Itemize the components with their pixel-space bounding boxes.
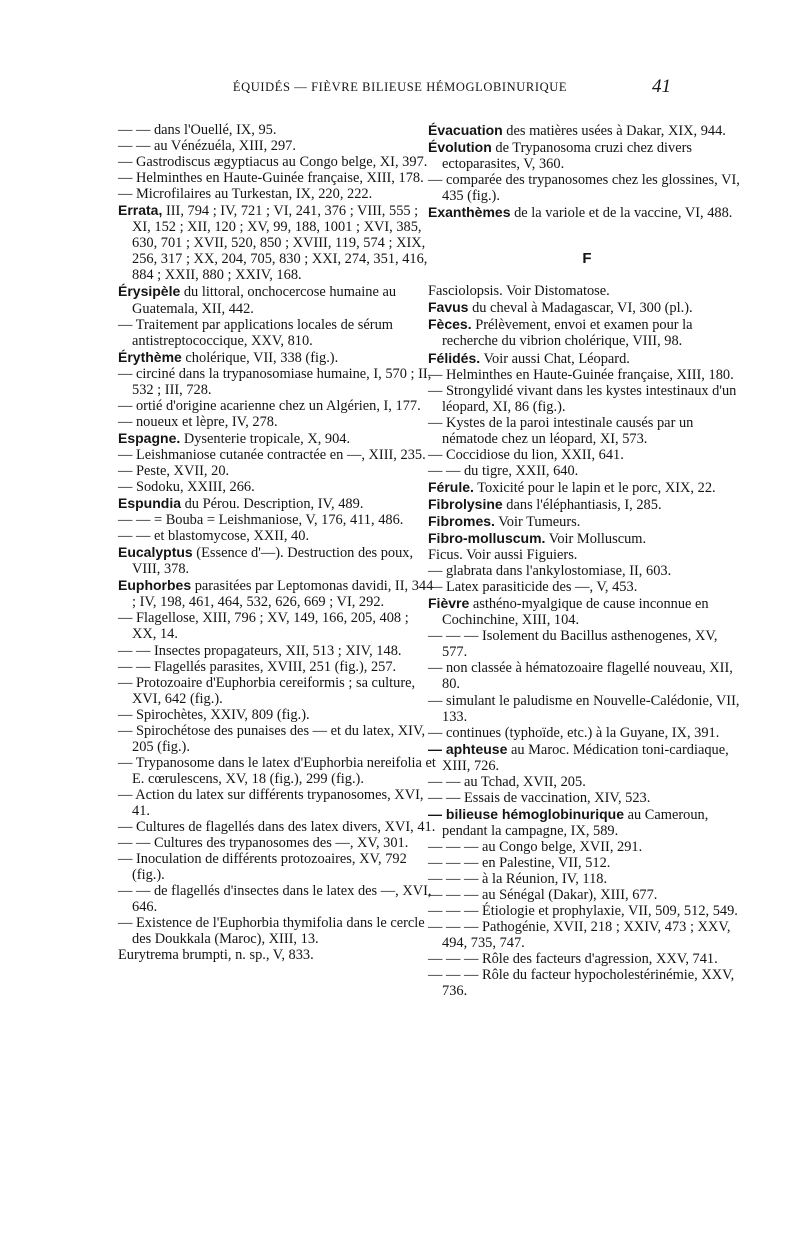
- index-entry: [118, 463, 436, 479]
- entry-text: Fasciolopsis. Voir Distomatose.: [428, 283, 610, 300]
- entry-headword: — aphteuse: [428, 740, 508, 757]
- index-entry: [118, 398, 436, 414]
- index-entry: [118, 495, 436, 512]
- index-entry: [428, 122, 746, 139]
- entry-text: — Microfilaires au Turkestan, IX, 220, 222.: [118, 186, 373, 203]
- entry-text: — Flagellose, XIII, 796 ; XV, 149, 166, 205, 408 ; XX, 14.: [118, 610, 409, 643]
- index-entry: [428, 463, 746, 479]
- entry-text: Prélèvement, envoi et examen pour la recherche du vibrion cholérique, VIII, 98.: [442, 317, 693, 350]
- entry-text: — — Flagellés parasites, XVIII, 251 (fig.), 257.: [118, 658, 397, 675]
- index-entry: [428, 367, 746, 383]
- index-entry: [118, 138, 436, 154]
- entry-text: — — — au Sénégal (Dakar), XIII, 677.: [428, 887, 658, 904]
- entry-headword: Espagne.: [118, 429, 181, 446]
- entry-text: — Peste, XVII, 20.: [118, 462, 230, 479]
- entry-text: Ficus. Voir aussi Figuiers.: [428, 547, 578, 564]
- index-entry: [118, 154, 436, 170]
- entry-headword: Férule.: [428, 478, 474, 495]
- entry-text: — Kystes de la paroi intestinale causés par un nématode chez un léopard, XI, 573.: [428, 414, 694, 447]
- index-entry: [428, 299, 746, 316]
- index-entry: [428, 139, 746, 172]
- index-entry: [118, 643, 436, 659]
- index-entry: [118, 366, 436, 398]
- entry-text: — — Cultures des trypanosomes des —, XV, 301.: [118, 835, 409, 852]
- entry-text: — — de flagellés d'insectes dans le latex des —, XVI, 646.: [118, 883, 432, 916]
- entry-text: — — au Tchad, XVII, 205.: [428, 773, 586, 790]
- entry-headword: Évacuation: [428, 122, 503, 138]
- entry-text: au Maroc. Médication toni-cardiaque, XIII, 726.: [442, 741, 729, 774]
- index-entry: [118, 787, 436, 819]
- entry-text: — Coccidiose du lion, XXII, 641.: [428, 446, 624, 463]
- index-entry: [118, 610, 436, 642]
- entry-text: au Cameroun, pendant la campagne, IX, 589.: [442, 806, 709, 839]
- index-entry: [428, 595, 746, 628]
- index-entry: [428, 579, 746, 595]
- index-entry: [118, 947, 436, 963]
- index-entry: [118, 122, 436, 138]
- entry-headword: Érysipèle: [118, 283, 181, 300]
- index-entry: [428, 919, 746, 951]
- entry-headword: Fibromes.: [428, 512, 495, 529]
- index-entry: [428, 350, 746, 367]
- index-entry: [428, 283, 746, 299]
- index-entry: [428, 496, 746, 513]
- entry-headword: — bilieuse hémoglobinurique: [428, 805, 625, 822]
- entry-headword: Euphorbes: [118, 577, 192, 594]
- entry-headword: Fièvre: [428, 595, 470, 612]
- index-entry: [428, 447, 746, 463]
- index-entry: [428, 871, 746, 887]
- index-entry: [118, 430, 436, 447]
- entry-text: Toxicité pour le lapin et le porc, XIX, 22.: [473, 479, 716, 496]
- entry-text: asthéno-myalgique de cause inconnue en Cochinchine, XIII, 104.: [442, 596, 709, 629]
- index-entry: [118, 755, 436, 787]
- running-head: ÉQUIDÉS — FIÈVRE BILIEUSE HÉMOGLOBINURIQUE: [232, 80, 568, 94]
- index-entry: [118, 512, 436, 528]
- entry-text: — Traitement par applications locales de sérum antistreptococcique, XXV, 810.: [118, 316, 393, 349]
- index-entry: [428, 660, 746, 692]
- right-column-e-entries: [428, 122, 746, 221]
- index-entry: [118, 819, 436, 835]
- entry-text: — Spirochètes, XXIV, 809 (fig.).: [118, 706, 310, 723]
- entry-text: Eurytrema brumpti, n. sp., V, 833.: [118, 947, 314, 964]
- entry-text: — — au Vénézuéla, XIII, 297.: [118, 138, 296, 155]
- entry-text: — — et blastomycose, XXII, 40.: [118, 528, 310, 545]
- index-entry: [118, 283, 436, 316]
- entry-text: — — Essais de vaccination, XIV, 523.: [428, 789, 651, 806]
- right-column: [428, 122, 746, 999]
- index-entry: [118, 202, 436, 283]
- entry-text: — Cultures de flagellés dans des latex divers, XVI, 41.: [118, 819, 436, 836]
- entry-text: — Action du latex sur différents trypanosomes, XVI, 41.: [118, 786, 424, 819]
- left-column: [118, 122, 436, 963]
- entry-text: — Helminthes en Haute-Guinée française, XIII, 178.: [118, 170, 424, 187]
- entry-text: — — — Étiologie et prophylaxie, VII, 509, 512, 549.: [428, 903, 738, 920]
- index-entry: [428, 547, 746, 563]
- entry-text: — non classée à hématozoaire flagellé nouveau, XII, 80.: [428, 660, 733, 693]
- index-entry: [428, 383, 746, 415]
- entry-text: — Strongylidé vivant dans les kystes intestinaux d'un léopard, XI, 86 (fig.).: [428, 382, 737, 415]
- index-entry: [428, 839, 746, 855]
- entry-text: du littoral, onchocercose humaine au Guatemala, XII, 442.: [132, 284, 397, 317]
- entry-text: du cheval à Madagascar, VI, 300 (pl.).: [468, 300, 693, 317]
- entry-text: des matières usées à Dakar, XIX, 944.: [502, 123, 726, 139]
- index-entry: [428, 967, 746, 999]
- index-entry: [428, 172, 746, 204]
- entry-text: du Pérou. Description, IV, 489.: [181, 496, 364, 513]
- index-entry: [118, 186, 436, 202]
- index-entry: [118, 317, 436, 349]
- index-entry: [428, 725, 746, 741]
- entry-text: Dysenterie tropicale, X, 904.: [180, 430, 351, 447]
- entry-text: Voir Molluscum.: [545, 531, 647, 548]
- index-entry: [428, 951, 746, 967]
- index-entry: [428, 316, 746, 349]
- entry-text: — Leishmaniose cutanée contractée en —, XIII, 235.: [118, 446, 426, 463]
- entry-text: (Essence d'—). Destruction des poux, VIII, 378.: [132, 545, 414, 578]
- entry-text: Voir Tumeurs.: [494, 513, 581, 530]
- entry-text: — Protozoaire d'Euphorbia cereiformis ; sa culture, XVI, 642 (fig.).: [118, 674, 416, 707]
- entry-text: — — — Rôle des facteurs d'agression, XXV, 741.: [428, 951, 718, 968]
- index-entry: [428, 693, 746, 725]
- index-entry: [118, 707, 436, 723]
- entry-text: cholérique, VII, 338 (fig.).: [181, 349, 339, 366]
- entry-text: — Spirochétose des punaises des — et du latex, XIV, 205 (fig.).: [118, 722, 426, 755]
- entry-text: — Inoculation de différents protozoaires, XV, 792 (fig.).: [118, 851, 407, 884]
- entry-text: — Gastrodiscus ægyptiacus au Congo belge, XI, 397.: [118, 154, 428, 171]
- entry-headword: Fèces.: [428, 316, 472, 333]
- index-entry: [118, 479, 436, 495]
- entry-text: parasitées par Leptomonas davidi, II, 344 ; IV, 198, 461, 464, 532, 626, 669 ; VI, 292.: [132, 578, 434, 611]
- index-entry: [118, 349, 436, 366]
- index-entry: [118, 883, 436, 915]
- entry-text: — — — à la Réunion, IV, 118.: [428, 871, 608, 888]
- entry-text: — continues (typhoïde, etc.) à la Guyane, IX, 391.: [428, 724, 720, 741]
- index-entry: [428, 855, 746, 871]
- entry-text: — — — Isolement du Bacillus asthenogenes, XV, 577.: [428, 628, 718, 661]
- index-entry: [118, 851, 436, 883]
- entry-text: — Latex parasiticide des —, V, 453.: [428, 579, 638, 596]
- index-entry: [428, 204, 746, 221]
- entry-text: — — — au Congo belge, XVII, 291.: [428, 838, 643, 855]
- entry-text: — — — Rôle du facteur hypocholestérinémie, XXV, 736.: [428, 967, 735, 1000]
- index-entry: [428, 887, 746, 903]
- index-entry: [428, 563, 746, 579]
- index-entry: [118, 528, 436, 544]
- entry-text: Voir aussi Chat, Léopard.: [480, 350, 630, 367]
- index-entry: [118, 544, 436, 577]
- index-entry: [428, 628, 746, 660]
- entry-text: — Trypanosome dans le latex d'Euphorbia nereifolia et E. cœrulescens, XV, 18 (fig.), 299 (fig.).: [118, 754, 436, 787]
- page-number: 41: [652, 76, 671, 97]
- index-entry: [428, 513, 746, 530]
- entry-text: — Sodoku, XXIII, 266.: [118, 479, 255, 496]
- entry-headword: Félidés.: [428, 349, 481, 366]
- index-entry: [118, 447, 436, 463]
- entry-text: — Helminthes en Haute-Guinée française, XIII, 180.: [428, 366, 734, 383]
- index-entry: [428, 806, 746, 839]
- entry-text: — — du tigre, XXII, 640.: [428, 462, 579, 479]
- entry-text: de la variole et de la vaccine, VI, 488.: [510, 205, 733, 222]
- entry-text: — — Insectes propagateurs, XII, 513 ; XIV, 148.: [118, 642, 402, 659]
- entry-headword: Favus: [428, 299, 469, 316]
- index-entry: [118, 659, 436, 675]
- index-entry: [118, 723, 436, 755]
- entry-headword: Espundia: [118, 495, 182, 512]
- entry-text: de Trypanosoma cruzi chez divers ectoparasites, V, 360.: [442, 140, 692, 173]
- entry-text: — — — en Palestine, VII, 512.: [428, 854, 611, 871]
- entry-headword: Fibro-molluscum.: [428, 530, 546, 547]
- index-entry: [428, 479, 746, 496]
- entry-text: — circiné dans la trypanosomiase humaine, I, 570 ; II, 532 ; III, 728.: [118, 365, 432, 398]
- entry-text: — glabrata dans l'ankylostomiase, II, 603.: [428, 563, 672, 580]
- entry-headword: Érythème: [118, 348, 182, 365]
- index-entry: [118, 577, 436, 610]
- entry-text: — simulant le paludisme en Nouvelle-Calédonie, VII, 133.: [428, 692, 740, 725]
- entry-headword: Exanthèmes: [428, 204, 511, 221]
- section-letter-heading: F: [582, 250, 592, 268]
- entry-headword: Évolution: [428, 139, 492, 156]
- index-entry: [428, 903, 746, 919]
- entry-headword: Eucalyptus: [118, 544, 193, 561]
- index-entry: [428, 530, 746, 547]
- entry-text: — noueux et lèpre, IV, 278.: [118, 413, 278, 430]
- entry-text: III, 794 ; IV, 721 ; VI, 241, 376 ; VIII, 555 ; XI, 152 ; XII, 120 ; XV, 99, 188, 1001 ; XVI, 385, 630, 701 ; XVII, 520, 850 ; XVIII, 119, 574 ; XIX, 256, 317 ; XX, 204, 705, 830 ; XXI, 274, 351, 416, 884 ; XXII, 880 ; XXIV, 168.: [132, 203, 428, 284]
- entry-headword: Errata,: [118, 202, 163, 219]
- index-entry: [428, 790, 746, 806]
- index-entry: [118, 675, 436, 707]
- entry-text: — ortié d'origine acarienne chez un Algérien, I, 177.: [118, 397, 421, 414]
- index-entry: [428, 415, 746, 447]
- right-column-f-entries: [428, 283, 746, 999]
- entry-text: — — dans l'Ouellé, IX, 95.: [118, 122, 277, 138]
- index-entry: [118, 170, 436, 186]
- entry-text: — — — Pathogénie, XVII, 218 ; XXIV, 473 ; XXV, 494, 735, 747.: [428, 919, 731, 952]
- index-entry: [428, 741, 746, 774]
- index-entry: [118, 915, 436, 947]
- entry-text: dans l'éléphantiasis, I, 285.: [502, 496, 662, 513]
- entry-text: — Existence de l'Euphorbia thymifolia dans le cercle des Doukkala (Maroc), XIII, 13.: [118, 915, 425, 948]
- entry-text: — comparée des trypanosomes chez les glossines, VI, 435 (fig.).: [428, 172, 740, 205]
- entry-headword: Fibrolysine: [428, 495, 503, 512]
- index-entry: [118, 835, 436, 851]
- index-entry: [428, 774, 746, 790]
- index-entry: [118, 414, 436, 430]
- entry-text: — — = Bouba = Leishmaniose, V, 176, 411, 486.: [118, 512, 404, 529]
